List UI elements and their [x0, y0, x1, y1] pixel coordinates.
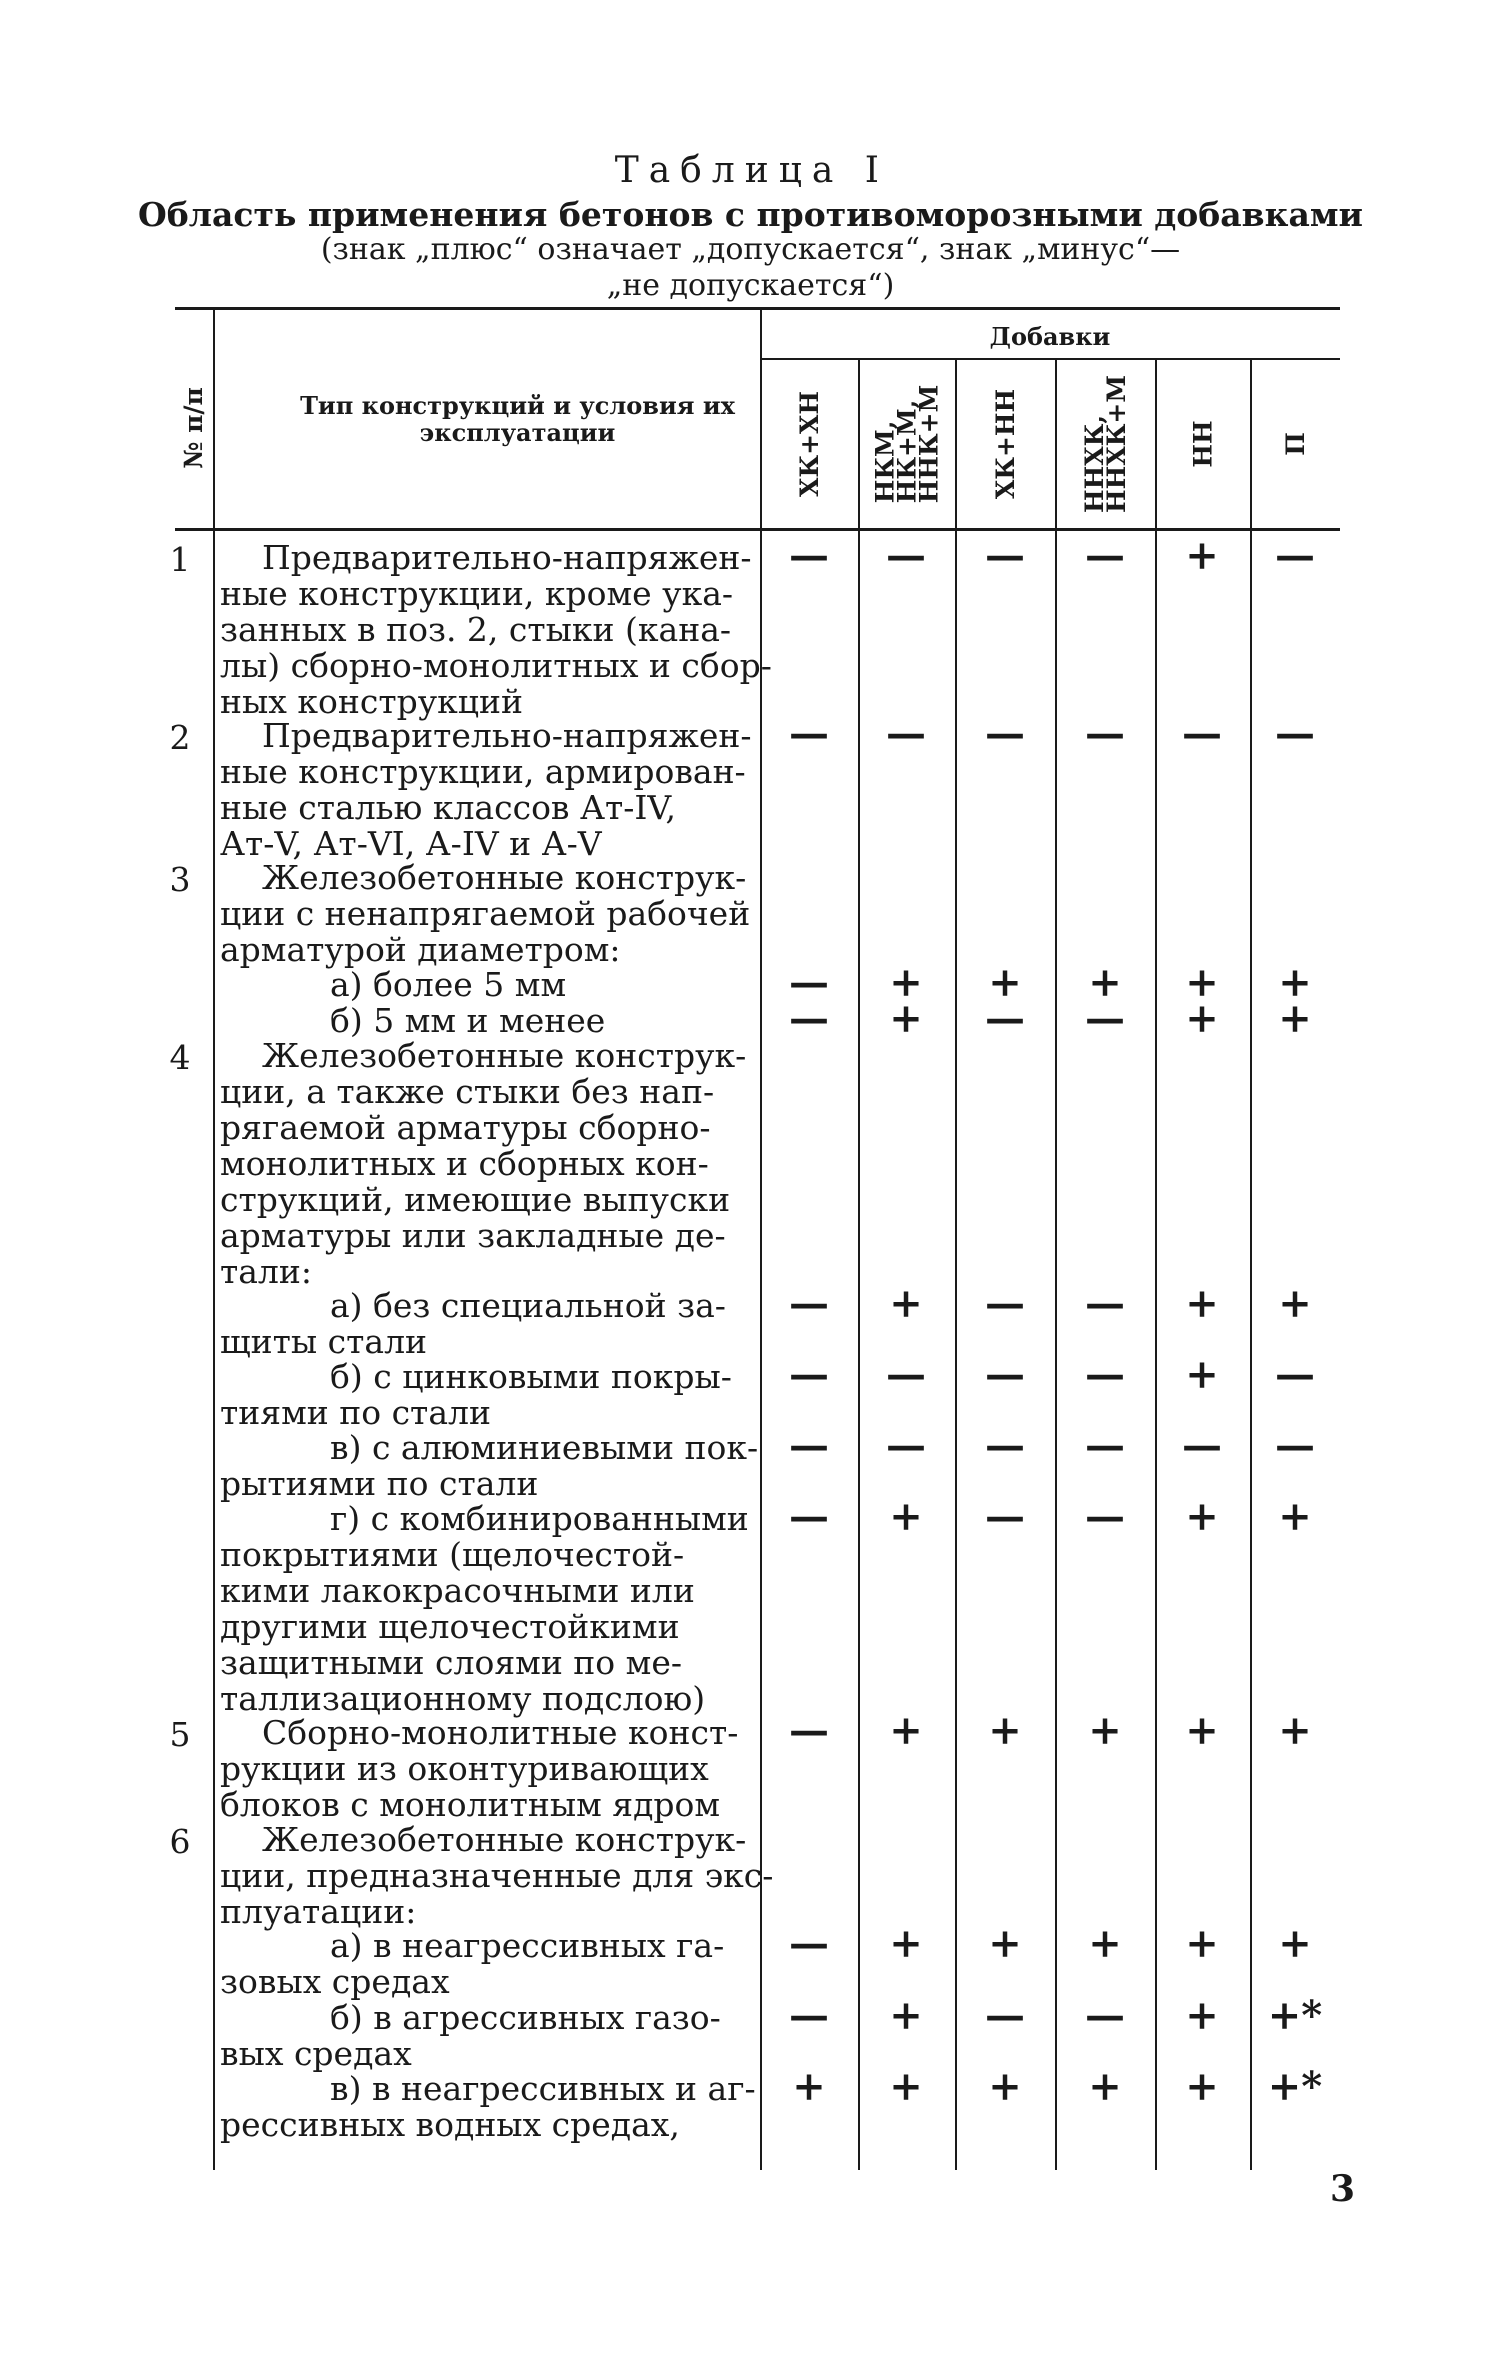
plus-mark: + — [889, 1493, 923, 1541]
minus-mark: — — [789, 1991, 829, 2039]
minus-mark: — — [985, 1279, 1025, 1327]
column-divider — [213, 310, 215, 2170]
minus-mark: — — [1085, 532, 1125, 579]
minus-mark: — — [789, 532, 829, 579]
minus-mark: — — [1275, 1350, 1315, 1398]
row-number: 3 — [169, 860, 191, 900]
row-text-line: Сборно-монолитные конст- — [262, 1712, 739, 1752]
row-text-line: ные конструкции, армирован- — [220, 752, 746, 791]
row-description — [220, 1356, 760, 1432]
row-description — [220, 1000, 760, 1040]
row-description — [220, 1928, 760, 2000]
row-text-line: Железобетонные конструк- — [262, 1819, 747, 1859]
minus-mark: — — [985, 1991, 1025, 2039]
plus-mark: + — [1185, 532, 1219, 579]
header-additive: ХК+ХН — [795, 390, 825, 498]
header-additive: ХК+НН — [991, 388, 1021, 500]
row-number: 4 — [169, 1038, 191, 1078]
plus-mark: + — [988, 2062, 1022, 2110]
page-number: 3 — [1330, 2168, 1356, 2210]
minus-mark: — — [789, 1422, 829, 1469]
row-description — [220, 716, 802, 863]
row-text-line: ные сталью классов Ат-IV, — [220, 788, 676, 827]
row-text-line: таллизационному подслою) — [220, 1679, 706, 1719]
column-divider — [1250, 358, 1252, 2170]
row-text-line: Железобетонные конструк- — [262, 1036, 747, 1076]
plus-mark: + — [988, 1706, 1022, 1754]
plus-mark: + — [889, 1991, 923, 2039]
minus-mark: — — [1182, 1422, 1222, 1469]
minus-mark: — — [1275, 710, 1315, 757]
additives-group-rule — [760, 358, 1340, 360]
row-text-line: Ат-V, Ат-VI, А-IV и А-V — [220, 824, 602, 863]
column-divider — [1155, 358, 1157, 2170]
minus-mark: — — [985, 1493, 1025, 1541]
minus-mark: — — [1085, 710, 1125, 757]
plus-mark: + — [1185, 1279, 1219, 1327]
row-description — [220, 1997, 760, 2073]
plus-mark: + — [1278, 1493, 1312, 1541]
plus-mark: + — [889, 1706, 923, 1754]
row-text-line: ции, а также стыки без нап- — [220, 1072, 715, 1112]
row-description — [220, 1285, 760, 1361]
minus-mark: — — [789, 1493, 829, 1541]
column-divider — [955, 358, 957, 2170]
row-text-line: защитными слоями по ме- — [220, 1643, 682, 1683]
minus-mark: — — [985, 1422, 1025, 1469]
minus-mark: — — [886, 1422, 926, 1469]
minus-mark: — — [789, 1706, 829, 1754]
row-number: 2 — [169, 718, 191, 757]
row-description — [220, 1819, 802, 1931]
row-text-line: тали: — [220, 1252, 313, 1292]
plus-mark: + — [1185, 1493, 1219, 1541]
row-text-line: арматуры или закладные де- — [220, 1216, 726, 1256]
minus-mark: — — [789, 1279, 829, 1327]
header-additives: Добавки — [989, 322, 1111, 351]
plus-mark: + — [792, 2062, 826, 2110]
row-text-line: Железобетонные конструк- — [262, 858, 747, 898]
plus-mark: + — [1278, 994, 1312, 1042]
row-text-line: покрытиями (щелочестой- — [220, 1535, 685, 1575]
header-additive: НН — [1188, 420, 1218, 468]
minus-mark: — — [789, 1920, 829, 1968]
minus-mark: — — [789, 994, 829, 1042]
plus-mark: + — [988, 959, 1022, 1007]
plus-mark: + — [1185, 994, 1219, 1042]
row-text-line: занных в поз. 2, стыки (кана- — [220, 610, 732, 649]
plus-mark: + — [1088, 2062, 1122, 2110]
minus-mark: — — [886, 1350, 926, 1398]
plus-mark: + — [1088, 959, 1122, 1007]
row-description — [220, 858, 802, 970]
row-description — [220, 1430, 760, 1502]
row-text-line: плуатации: — [220, 1891, 417, 1931]
row-number: 1 — [169, 540, 191, 579]
row-text-line: а) без специальной за- — [330, 1285, 726, 1325]
minus-mark: — — [1085, 1350, 1125, 1398]
row-text-line: ции, предназначенные для экс- — [220, 1855, 774, 1895]
minus-mark: — — [1085, 1279, 1125, 1327]
minus-mark: — — [1085, 1422, 1125, 1469]
row-text-line: а) в неагрессивных га- — [330, 1926, 725, 1966]
minus-mark: — — [985, 710, 1025, 757]
plus-mark: + — [889, 1920, 923, 1968]
row-text-line: б) 5 мм и менее — [330, 1000, 606, 1040]
minus-mark: — — [789, 1350, 829, 1398]
row-text-line: другими щелочестойкими — [220, 1607, 680, 1647]
column-divider — [1055, 358, 1057, 2170]
minus-mark: — — [985, 1350, 1025, 1398]
plus-mark: + — [1185, 1350, 1219, 1398]
minus-mark: — — [985, 532, 1025, 579]
plus-mark: + — [1278, 1279, 1312, 1327]
row-description — [220, 1036, 802, 1292]
row-text-line: а) более 5 мм — [330, 965, 567, 1005]
minus-mark: — — [1275, 1422, 1315, 1469]
row-text-line: б) с цинковыми покры- — [330, 1356, 732, 1396]
plus-mark: + — [1185, 1706, 1219, 1754]
header-num: № п/п — [179, 386, 209, 469]
minus-mark: — — [1182, 710, 1222, 757]
row-description — [220, 1712, 802, 1824]
minus-mark: — — [886, 532, 926, 579]
minus-mark: — — [789, 710, 829, 757]
row-text-line: ные конструкции, кроме ука- — [220, 574, 734, 613]
row-number: 6 — [169, 1821, 191, 1861]
plus-mark: + — [889, 959, 923, 1007]
header-additive: ННХК, ННХК+М — [1080, 374, 1132, 514]
minus-mark: — — [1085, 1991, 1125, 2039]
row-text-line: рукции из оконтуривающих — [220, 1748, 709, 1788]
plus-mark: + — [1185, 1920, 1219, 1968]
row-text-line: струкций, имеющие выпуски — [220, 1180, 731, 1220]
minus-mark: — — [985, 994, 1025, 1042]
row-text-line: в) с алюминиевыми пок- — [330, 1428, 759, 1467]
row-text-line: лы) сборно-монолитных и сбор- — [220, 646, 772, 685]
table-top-rule — [175, 307, 1340, 310]
row-text-line: рягаемой арматуры сборно- — [220, 1108, 711, 1148]
header-bottom-rule — [175, 528, 1340, 531]
row-number: 5 — [169, 1714, 191, 1754]
column-divider — [858, 358, 860, 2170]
plus-mark: + — [1185, 2062, 1219, 2110]
plus-mark: + — [1278, 1706, 1312, 1754]
minus-mark: — — [1085, 994, 1125, 1042]
plus-mark: + — [1088, 1706, 1122, 1754]
row-text-line: блоков с монолитным ядром — [220, 1784, 721, 1824]
row-text-line: кими лакокрасочными или — [220, 1571, 695, 1611]
plus-mark: + — [889, 1279, 923, 1327]
plus-mark: + — [889, 2062, 923, 2110]
minus-mark: — — [1275, 532, 1315, 579]
plus-mark: + — [889, 994, 923, 1042]
plus-mark: +* — [1267, 1991, 1323, 2039]
plus-mark: + — [1278, 1920, 1312, 1968]
minus-mark: — — [789, 959, 829, 1007]
row-description — [220, 1501, 760, 1717]
table-label: Таблица I — [614, 150, 889, 191]
plus-mark: + — [1185, 959, 1219, 1007]
header-additive: НКМ, НК+М, ННК+М — [870, 384, 944, 504]
minus-mark: — — [886, 710, 926, 757]
plus-mark: + — [988, 1920, 1022, 1968]
plus-mark: +* — [1267, 2062, 1323, 2110]
row-description — [220, 2068, 760, 2144]
row-text-line: зовых средах — [220, 1962, 450, 2002]
row-text-line: ных конструкций — [220, 682, 523, 721]
plus-mark: + — [1088, 1920, 1122, 1968]
row-text-line: щиты стали — [220, 1321, 428, 1361]
plus-mark: + — [1185, 1991, 1219, 2039]
row-text-line: Предварительно-напряжен- — [262, 538, 752, 577]
row-text-line: Предварительно-напряжен- — [262, 716, 752, 755]
minus-mark: — — [1085, 1493, 1125, 1541]
row-description — [220, 538, 802, 721]
plus-mark: + — [1278, 959, 1312, 1007]
row-text-line: арматурой диаметром: — [220, 930, 621, 970]
row-text-line: г) с комбинированными — [330, 1499, 749, 1539]
table-subtitle-line1: (знак „плюс“ означает „допускается“, знак „минус“— — [320, 232, 1181, 267]
header-additive: П — [1280, 432, 1310, 456]
row-text-line: рессивных водных средах, — [220, 2104, 680, 2144]
row-text-line: рытиями по стали — [220, 1464, 539, 1503]
row-text-line: ции с ненапрягаемой рабочей — [220, 894, 751, 934]
row-text-line: в) в неагрессивных и аг- — [330, 2068, 756, 2108]
table-subtitle-line2: „не допускается“) — [606, 268, 895, 303]
row-text-line: вых средах — [220, 2033, 412, 2073]
row-text-line: монолитных и сборных кон- — [220, 1144, 709, 1184]
row-text-line: тиями по стали — [220, 1392, 491, 1432]
header-construction-type: Тип конструкций и условия их эксплуатации — [300, 391, 735, 447]
row-description — [220, 967, 760, 1003]
row-text-line: б) в агрессивных газо- — [330, 1997, 721, 2037]
table-title: Область применения бетонов с противоморозными добавками — [138, 195, 1363, 234]
